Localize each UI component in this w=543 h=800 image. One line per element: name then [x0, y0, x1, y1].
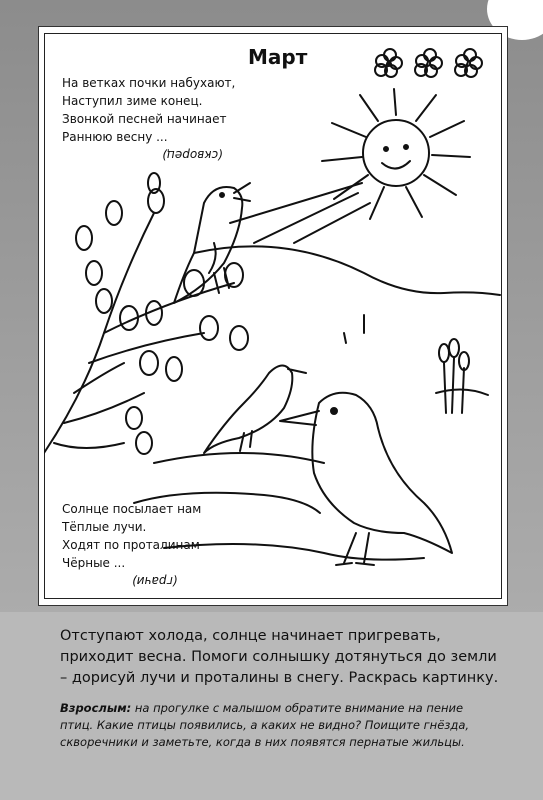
adult-note-label: Взрослым: [60, 701, 132, 715]
flower-icon [375, 49, 402, 77]
adult-note [60, 700, 490, 751]
task-text: Отступают холода, солнце начинает пригревать, приходит весна. Помоги солнышку дотянуться до земли – дорисуй лучи и проталины в снегу. Раскрась картинку. [60, 628, 499, 686]
poem-line: Тёплые лучи. [62, 520, 147, 534]
poem-bottom [62, 500, 201, 590]
adult-note-text: на прогулке с малышом обратите внимание на пение птиц. Какие птицы появились, а каких не видно? Поищите гнёзда, скворечники и заметьте, когда в них появятся пернатые жильцы. [60, 701, 470, 749]
sun-icon [230, 89, 470, 243]
poem-top [62, 74, 235, 164]
poem-answer: (грачи) [132, 574, 178, 588]
willow-branch-icon [44, 173, 248, 454]
poem-line: Солнце посылает нам [62, 502, 202, 516]
poem-line: Чёрные ... [62, 556, 126, 570]
poem-answer: (скворец) [162, 148, 223, 162]
rook-icon [204, 366, 306, 454]
poem-line: На ветках почки набухают, [62, 76, 236, 90]
rook-icon [280, 393, 452, 565]
flower-icon [415, 49, 442, 77]
flower-icon [455, 49, 482, 77]
poem-line: Наступил зиме конец. [62, 94, 203, 108]
poem-line: Раннюю весну ... [62, 130, 168, 144]
poem-line: Звонкой песней начинает [62, 112, 227, 126]
poem-line: Ходят по проталинам [62, 538, 200, 552]
page-title: Март [248, 45, 308, 69]
